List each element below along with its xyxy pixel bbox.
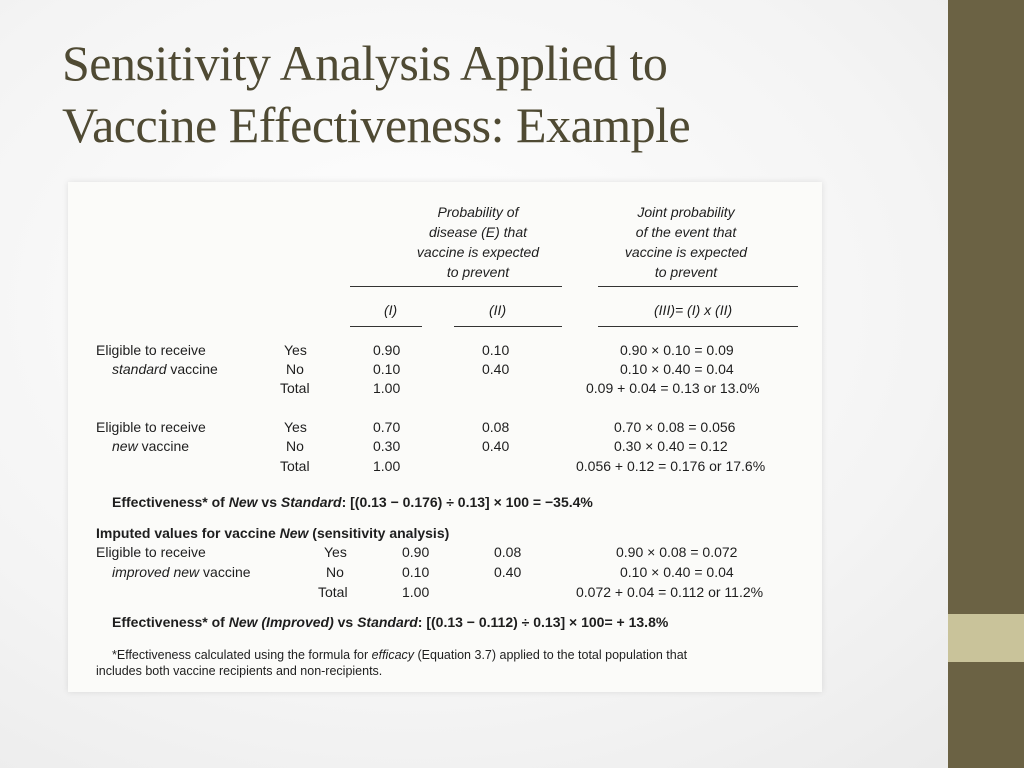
text-run: New	[228, 494, 258, 510]
improved-label-italic: improved new	[112, 564, 200, 580]
header-rule	[598, 286, 798, 287]
standard-ii-yes: 0.10	[482, 342, 510, 358]
header-line: Probability of	[437, 204, 519, 220]
effectiveness-new-vs-standard	[112, 494, 593, 510]
new-total: Total	[280, 458, 310, 474]
text-run: : [(0.13 − 0.112) ÷ 0.13] × 100= + 13.8%	[417, 614, 669, 630]
new-label-italic: new	[112, 438, 138, 454]
new-no: No	[286, 438, 304, 454]
standard-i-no: 0.10	[373, 361, 401, 377]
slide-title	[62, 32, 922, 156]
improved-iii-no: 0.10 × 0.40 = 0.04	[620, 564, 734, 580]
improved-ii-yes: 0.08	[494, 544, 522, 560]
new-i-total: 1.00	[373, 458, 401, 474]
improved-label-rest: vaccine	[199, 564, 251, 580]
text-run: vs	[257, 494, 281, 510]
text-run: (Equation 3.7) applied to the total population that	[414, 648, 688, 662]
standard-yes: Yes	[284, 342, 307, 358]
subheader-rule	[454, 326, 562, 327]
text-run: Standard	[280, 494, 342, 510]
improved-yes: Yes	[324, 544, 347, 560]
new-ii-yes: 0.08	[482, 419, 510, 435]
col-iii-header	[596, 202, 776, 282]
improved-no: No	[326, 564, 344, 580]
standard-label-italic: standard	[112, 361, 167, 377]
scanned-table-image	[68, 182, 822, 692]
new-label-line1: Eligible to receive	[96, 419, 206, 435]
new-yes: Yes	[284, 419, 307, 435]
text-run: Standard	[357, 614, 418, 630]
footnote-line1	[112, 648, 687, 662]
new-ii-no: 0.40	[482, 438, 510, 454]
text-run: New	[279, 525, 309, 541]
standard-i-yes: 0.90	[373, 342, 401, 358]
subheader-ii: (II)	[489, 302, 507, 318]
standard-iii-no: 0.10 × 0.40 = 0.04	[620, 361, 734, 377]
header-line: vaccine is expected	[416, 244, 540, 260]
subheader-i: (I)	[384, 302, 398, 318]
improved-label-line1: Eligible to receive	[96, 544, 206, 560]
header-rule	[350, 286, 562, 287]
text-run: Imputed values for vaccine	[96, 525, 280, 541]
standard-no: No	[286, 361, 304, 377]
text-run: (sensitivity analysis)	[308, 525, 450, 541]
standard-label-line1: Eligible to receive	[96, 342, 206, 358]
standard-iii-total: 0.09 + 0.04 = 0.13 or 13.0%	[586, 380, 760, 396]
text-run: New (Improved)	[228, 614, 334, 630]
improved-i-yes: 0.90	[402, 544, 430, 560]
improved-i-total: 1.00	[402, 584, 430, 600]
header-line: of the event that	[635, 224, 737, 240]
header-line: vaccine is expected	[624, 244, 748, 260]
new-label-line2	[112, 438, 189, 454]
new-i-yes: 0.70	[373, 419, 401, 435]
standard-i-total: 1.00	[373, 380, 401, 396]
standard-iii-yes: 0.90 × 0.10 = 0.09	[620, 342, 734, 358]
text-run: *Effectiveness calculated using the formula for	[112, 648, 372, 662]
improved-total: Total	[318, 584, 348, 600]
subheader-rule	[350, 326, 422, 327]
improved-iii-yes: 0.90 × 0.08 = 0.072	[616, 544, 738, 560]
text-run: vs	[333, 614, 358, 630]
text-run: Effectiveness* of	[112, 614, 229, 630]
slide-title-line-1: Sensitivity Analysis Applied to	[62, 35, 668, 91]
new-iii-no: 0.30 × 0.40 = 0.12	[614, 438, 728, 454]
slide-title-line-2: Vaccine Effectiveness: Example	[62, 97, 691, 153]
header-line: to prevent	[446, 264, 510, 280]
text-run: efficacy	[371, 648, 415, 662]
standard-total: Total	[280, 380, 310, 396]
new-label-rest: vaccine	[137, 438, 190, 454]
text-run: : [(0.13 − 0.176) ÷ 0.13] × 100 = −35.4%	[341, 494, 593, 510]
improved-ii-no: 0.40	[494, 564, 522, 580]
new-i-no: 0.30	[373, 438, 401, 454]
standard-label-rest: vaccine	[166, 361, 218, 377]
imputed-heading	[96, 525, 449, 541]
effectiveness-improved-vs-standard	[112, 614, 668, 630]
improved-iii-total: 0.072 + 0.04 = 0.112 or 11.2%	[576, 584, 764, 600]
subheader-rule	[598, 326, 798, 327]
sidebar-accent-block	[948, 614, 1024, 662]
standard-ii-no: 0.40	[482, 361, 510, 377]
header-line: disease (E) that	[428, 224, 528, 240]
new-iii-total: 0.056 + 0.12 = 0.176 or 17.6%	[576, 458, 766, 474]
subheader-iii: (III)= (I) x (II)	[654, 302, 733, 318]
header-line: Joint probability	[637, 204, 735, 220]
new-iii-yes: 0.70 × 0.08 = 0.056	[614, 419, 736, 435]
col-i-ii-header	[398, 202, 558, 282]
footnote-line2: includes both vaccine recipients and non-recipients.	[96, 664, 383, 678]
improved-i-no: 0.10	[402, 564, 430, 580]
standard-label-line2	[112, 361, 218, 377]
text-run: Effectiveness* of	[112, 494, 229, 510]
header-line: to prevent	[654, 264, 718, 280]
improved-label-line2	[112, 564, 251, 580]
